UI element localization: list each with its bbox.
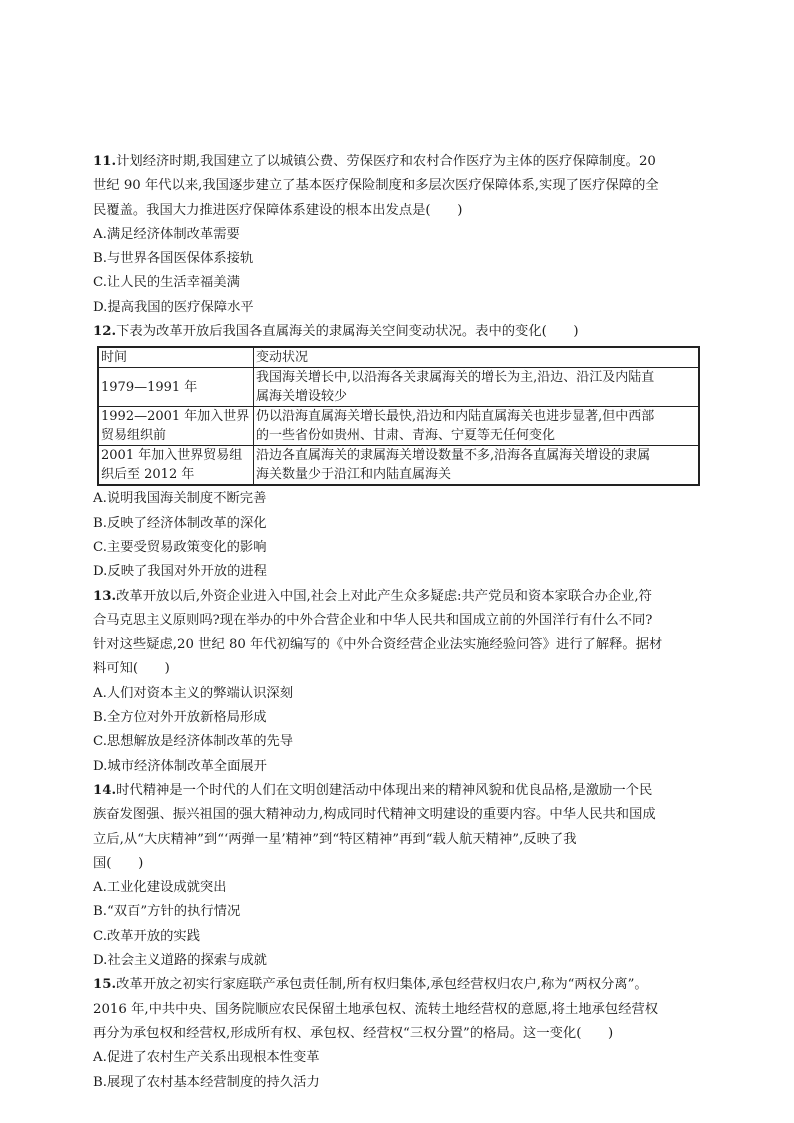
question-text-line: 13.改革开放以后,外资企业进入中国,社会上对此产生众多疑虑:共产党员和资本家联合办企业,符 xyxy=(93,588,652,604)
question-text-line: 合马克思主义原则吗?现在举办的中外合营企业和中华人民共和国成立前的外国洋行有什么不同? xyxy=(93,612,653,628)
question-11 xyxy=(93,150,705,320)
table-header-cell: 变动状况 xyxy=(254,347,700,368)
option-a: A.满足经济体制改革需要 xyxy=(93,226,240,242)
question-14 xyxy=(93,779,705,973)
customs-table xyxy=(97,346,700,486)
option-c: C.主要受贸易政策变化的影响 xyxy=(93,539,267,555)
question-number: 12. xyxy=(93,324,117,340)
option-d: D.城市经济体制改革全面展开 xyxy=(93,758,267,774)
question-number: 13. xyxy=(93,588,117,604)
option-d: D.社会主义道路的探索与成就 xyxy=(93,953,267,969)
exam-page xyxy=(93,150,705,1095)
question-text-line: 12.下表为改革开放后我国各直属海关的隶属海关空间变动状况。表中的变化( ) xyxy=(93,324,579,340)
question-text-line: 针对这些疑虑,20 世纪 80 年代初编写的《中外合资经营企业法实施经验问答》进行了解释。据材 xyxy=(93,637,663,653)
option-d: D.提高我国的医疗保障水平 xyxy=(93,299,254,315)
question-text-line: 14.时代精神是一个时代的人们在文明创建活动中体现出来的精神风貌和优良品格,是激励一个民 xyxy=(93,782,653,798)
question-text-line: 料可知( ) xyxy=(93,661,170,677)
question-text-line: 11.计划经济时期,我国建立了以城镇公费、劳保医疗和农村合作医疗为主体的医疗保障制度。20 xyxy=(93,154,656,169)
question-13 xyxy=(93,585,705,779)
table-cell-period: 1992—2001 年加入世界 贸易组织前 xyxy=(98,407,254,446)
question-number: 14. xyxy=(93,782,117,798)
table-cell-period: 2001 年加入世界贸易组 织后至 2012 年 xyxy=(98,446,254,486)
option-a: A.人们对资本主义的弊端认识深刻 xyxy=(93,685,293,701)
question-text-line: 15.改革开放之初实行家庭联产承包责任制,所有权归集体,承包经营权归农户,称为“两权分离”。 xyxy=(93,977,648,993)
table-row xyxy=(98,446,699,486)
question-number: 11. xyxy=(93,154,117,169)
option-b: B.展现了农村基本经营制度的持久活力 xyxy=(93,1074,320,1090)
option-b: B.全方位对外开放新格局形成 xyxy=(93,710,267,726)
option-b: B.反映了经济体制改革的深化 xyxy=(93,515,267,531)
option-b: B.“双百”方针的执行情况 xyxy=(93,904,241,920)
option-b: B.与世界各国医保体系接轨 xyxy=(93,251,254,267)
table-cell-status: 沿边各直属海关的隶属海关增设数量不多,沿海各直属海关增设的隶属 海关数量少于沿江和内陆直属海关 xyxy=(254,446,700,486)
question-number: 15. xyxy=(93,977,117,993)
question-12 xyxy=(93,320,705,584)
question-text-line: 立后,从“大庆精神”到“‘两弹一星’精神”到“特区精神”再到“载人航天精神”,反映了我 xyxy=(93,831,577,847)
table-cell-status: 仍以沿海直属海关增长最快,沿边和内陆直属海关也进步显著,但中西部 的一些省份如贵州、甘肃、青海、宁夏等无任何变化 xyxy=(254,407,700,446)
table-row xyxy=(98,368,699,407)
question-text-line: 国( ) xyxy=(93,855,144,871)
question-text-line: 族奋发图强、振兴祖国的强大精神动力,构成同时代精神文明建设的重要内容。中华人民共和国成 xyxy=(93,807,656,823)
question-text-line: 2016 年,中共中央、国务院顺应农民保留土地承包权、流转土地经营权的意愿,将土地承包经营权 xyxy=(93,1001,659,1017)
question-text-line: 世纪 90 年代以来,我国逐步建立了基本医疗保险制度和多层次医疗保障体系,实现了医疗保障的全 xyxy=(93,178,659,194)
question-text-line: 再分为承包权和经营权,形成所有权、承包权、经营权“三权分置”的格局。这一变化( ) xyxy=(93,1025,614,1041)
question-15 xyxy=(93,973,705,1094)
question-text-line: 民覆盖。我国大力推进医疗保障体系建设的根本出发点是( ) xyxy=(93,202,463,218)
table-header-cell: 时间 xyxy=(98,347,254,368)
table-cell-status: 我国海关增长中,以沿海各关隶属海关的增长为主,沿边、沿江及内陆直 属海关增设较少 xyxy=(254,368,700,407)
table-row xyxy=(98,407,699,446)
option-c: C.思想解放是经济体制改革的先导 xyxy=(93,734,294,750)
table-cell-period: 1979—1991 年 xyxy=(98,368,254,407)
option-c: C.改革开放的实践 xyxy=(93,928,201,944)
option-d: D.反映了我国对外开放的进程 xyxy=(93,564,267,580)
option-a: A.说明我国海关制度不断完善 xyxy=(93,491,267,507)
option-a: A.工业化建设成就突出 xyxy=(93,880,227,896)
table-header-row xyxy=(98,347,699,368)
option-c: C.让人民的生活幸福美满 xyxy=(93,275,240,291)
option-a: A.促进了农村生产关系出现根本性变革 xyxy=(93,1050,320,1066)
